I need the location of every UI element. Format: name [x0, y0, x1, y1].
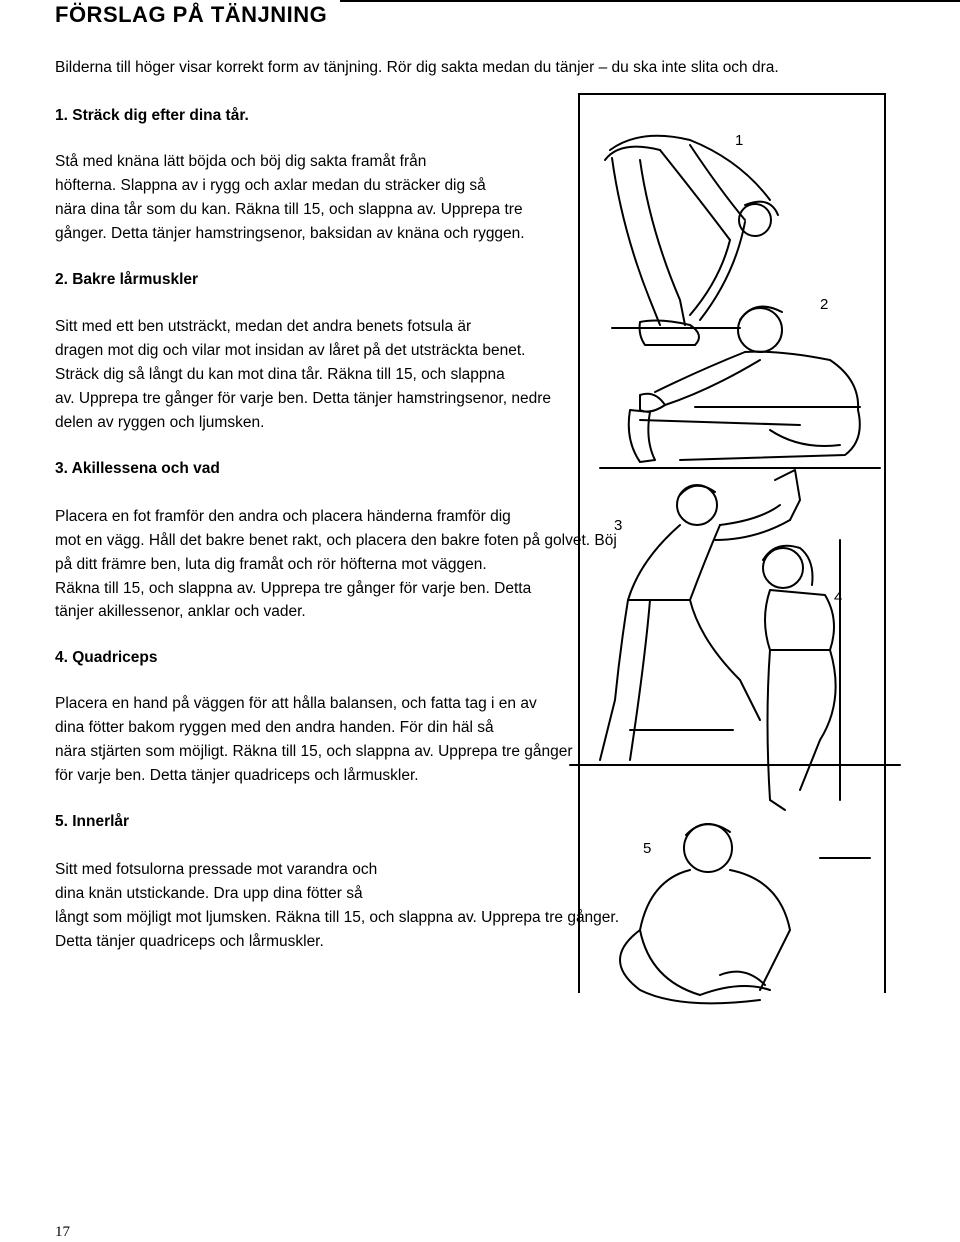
section-5-line: Detta tänjer quadriceps och lårmuskler.: [55, 933, 324, 950]
page-number: 17: [55, 1224, 70, 1240]
section-1-line: höfterna. Slappna av i rygg och axlar medan du sträcker dig så: [55, 177, 486, 194]
section-2-line: av. Upprepa tre gånger för varje ben. Detta tänjer hamstringsenor, nedre: [55, 390, 551, 407]
section-4-line: nära stjärten som möjligt. Räkna till 15, och slappna av. Upprepa tre gånger: [55, 743, 573, 760]
figure-number-5: 5: [643, 840, 652, 857]
section-3-line: mot en vägg. Håll det bakre benet rakt, och placera den bakre foten på golvet. Böj: [55, 532, 617, 549]
section-2-heading: 2. Bakre lårmuskler: [55, 271, 199, 288]
section-4-heading: 4. Quadriceps: [55, 649, 158, 666]
figure-number-3: 3: [614, 517, 623, 534]
section-4-line: Placera en hand på väggen för att hålla balansen, och fatta tag i en av: [55, 695, 537, 712]
figure-number-2: 2: [820, 296, 829, 313]
section-1-line: gånger. Detta tänjer hamstringsenor, baksidan av knäna och ryggen.: [55, 225, 525, 242]
section-3-line: Räkna till 15, och slappna av. Upprepa tre gånger för varje ben. Detta: [55, 580, 532, 597]
section-3-line: tänjer akillessenor, anklar och vader.: [55, 603, 306, 620]
page-title: FÖRSLAG PÅ TÄNJNING: [55, 2, 328, 27]
section-4-line: dina fötter bakom ryggen med den andra handen. För din häl så: [55, 719, 494, 736]
section-1-line: nära dina tår som du kan. Räkna till 15, och slappna av. Upprepa tre: [55, 201, 523, 218]
section-3-line: på ditt främre ben, luta dig framåt och rör höfterna mot väggen.: [55, 556, 487, 573]
figure-number-4: 4: [834, 589, 843, 606]
section-1-line: Stå med knäna lätt böjda och böj dig sakta framåt från: [55, 153, 427, 170]
section-5-line: långt som möjligt mot ljumsken. Räkna till 15, och slappna av. Upprepa tre gånger.: [55, 909, 620, 926]
figure-3-calf-stretch-illustration: [570, 470, 900, 765]
section-5-line: Sitt med fotsulorna pressade mot varandra och: [55, 861, 378, 878]
section-5-heading: 5. Innerlår: [55, 813, 130, 830]
section-3-heading: 3. Akillessena och vad: [55, 460, 220, 477]
section-2-line: delen av ryggen och ljumsken.: [55, 414, 265, 431]
figure-number-1: 1: [735, 132, 744, 149]
figure-5-butterfly-illustration: [620, 824, 870, 1003]
intro-text: Bilderna till höger visar korrekt form av tänjning. Rör dig sakta medan du tänjer – du ska inte slita och dra.: [55, 59, 779, 76]
figure-2-seated-stretch-illustration: [600, 307, 880, 468]
section-1-heading: 1. Sträck dig efter dina tår.: [55, 107, 249, 124]
figure-1-toe-touch-illustration: [605, 136, 778, 345]
section-3-line: Placera en fot framför den andra och placera händerna framför dig: [55, 508, 511, 525]
section-2-line: dragen mot dig och vilar mot insidan av låret på det utsträckta benet.: [55, 342, 526, 359]
section-5-line: dina knän utstickande. Dra upp dina fötter så: [55, 885, 363, 902]
section-2-line: Sträck dig så långt du kan mot dina tår. Räkna till 15, och slappna: [55, 366, 505, 383]
section-4-line: för varje ben. Detta tänjer quadriceps och lårmuskler.: [55, 767, 419, 784]
section-2-line: Sitt med ett ben utsträckt, medan det andra benets fotsula är: [55, 318, 472, 335]
